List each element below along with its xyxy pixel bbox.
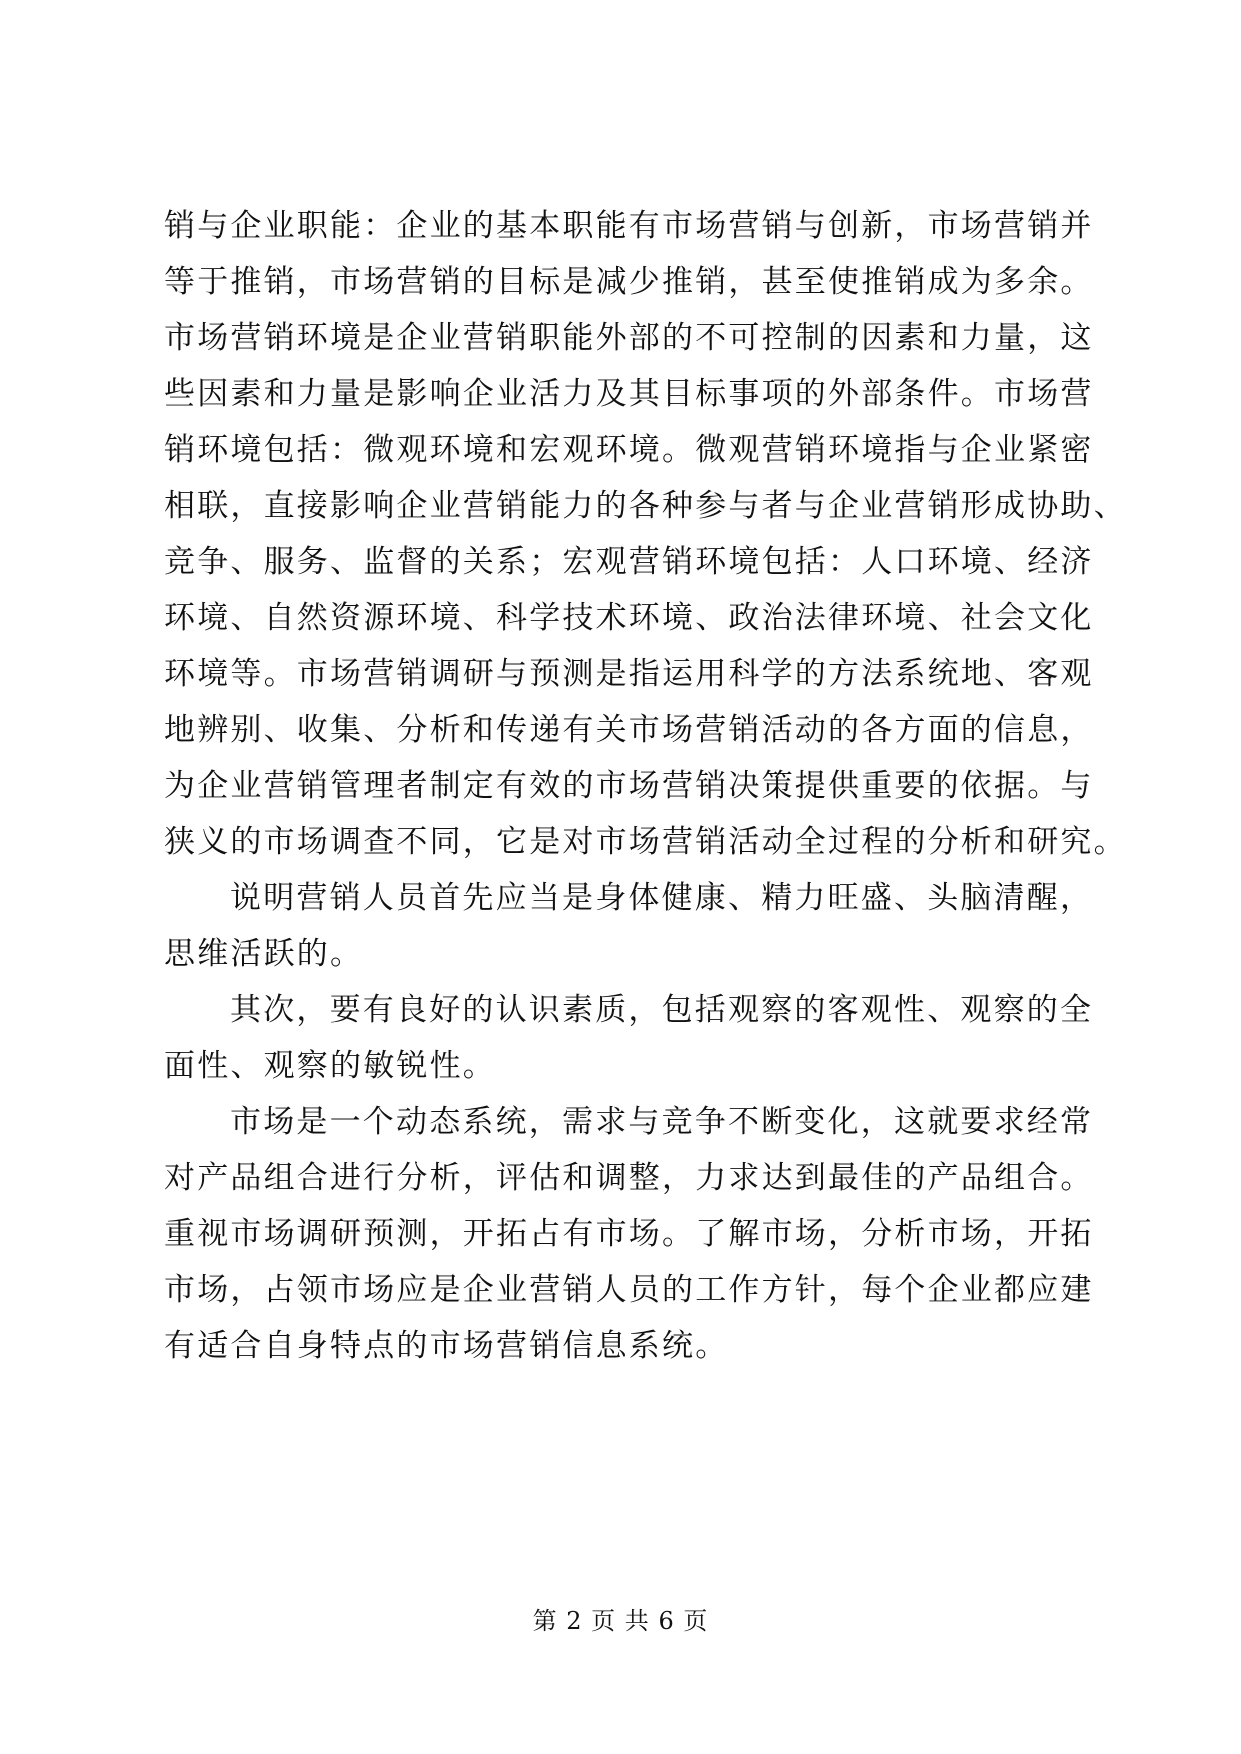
text-line: 面性、观察的敏锐性。 [164, 1048, 496, 1084]
text-line: 思维活跃的。 [164, 936, 364, 972]
text-line: 市场营销环境是企业营销职能外部的不可控制的因素和力量，这 [164, 320, 1094, 356]
text-line: 对产品组合进行分析，评估和调整，力求达到最佳的产品组合。 [164, 1160, 1094, 1196]
paragraph-first-line: 市场是一个动态系统，需求与竞争不断变化，这就要求经常 [230, 1104, 1094, 1140]
text-line: 竞争、服务、监督的关系；宏观营销环境包括：人口环境、经济 [164, 544, 1094, 580]
text-line: 有适合自身特点的市场营销信息系统。 [164, 1328, 729, 1364]
text-line: 销与企业职能：企业的基本职能有市场营销与创新，市场营销并 [164, 208, 1094, 244]
text-line: 销环境包括：微观环境和宏观环境。微观营销环境指与企业紧密 [164, 432, 1094, 468]
text-line: 重视市场调研预测，开拓占有市场。了解市场，分析市场，开拓 [164, 1216, 1094, 1252]
text-line: 环境等。市场营销调研与预测是指运用科学的方法系统地、客观 [164, 656, 1094, 692]
text-line: 为企业营销管理者制定有效的市场营销决策提供重要的依据。与 [164, 768, 1094, 804]
paragraph-first-line: 说明营销人员首先应当是身体健康、精力旺盛、头脑清醒， [230, 880, 1094, 916]
paragraph-first-line: 其次，要有良好的认识素质，包括观察的客观性、观察的全 [230, 992, 1094, 1028]
text-line: 等于推销，市场营销的目标是减少推销，甚至使推销成为多余。 [164, 264, 1094, 300]
text-line: 环境、自然资源环境、科学技术环境、政治法律环境、社会文化 [164, 600, 1094, 636]
page-footer: 第 2 页 共 6 页 [532, 1607, 709, 1635]
body-text [164, 198, 1127, 1374]
text-line: 狭义的市场调查不同，它是对市场营销活动全过程的分析和研究。 [164, 824, 1127, 860]
text-line: 相联，直接影响企业营销能力的各种参与者与企业营销形成协助、 [164, 488, 1127, 524]
text-line: 市场，占领市场应是企业营销人员的工作方针，每个企业都应建 [164, 1272, 1094, 1308]
text-line: 些因素和力量是影响企业活力及其目标事项的外部条件。市场营 [164, 376, 1094, 412]
text-line: 地辨别、收集、分析和传递有关市场营销活动的各方面的信息， [164, 712, 1094, 748]
